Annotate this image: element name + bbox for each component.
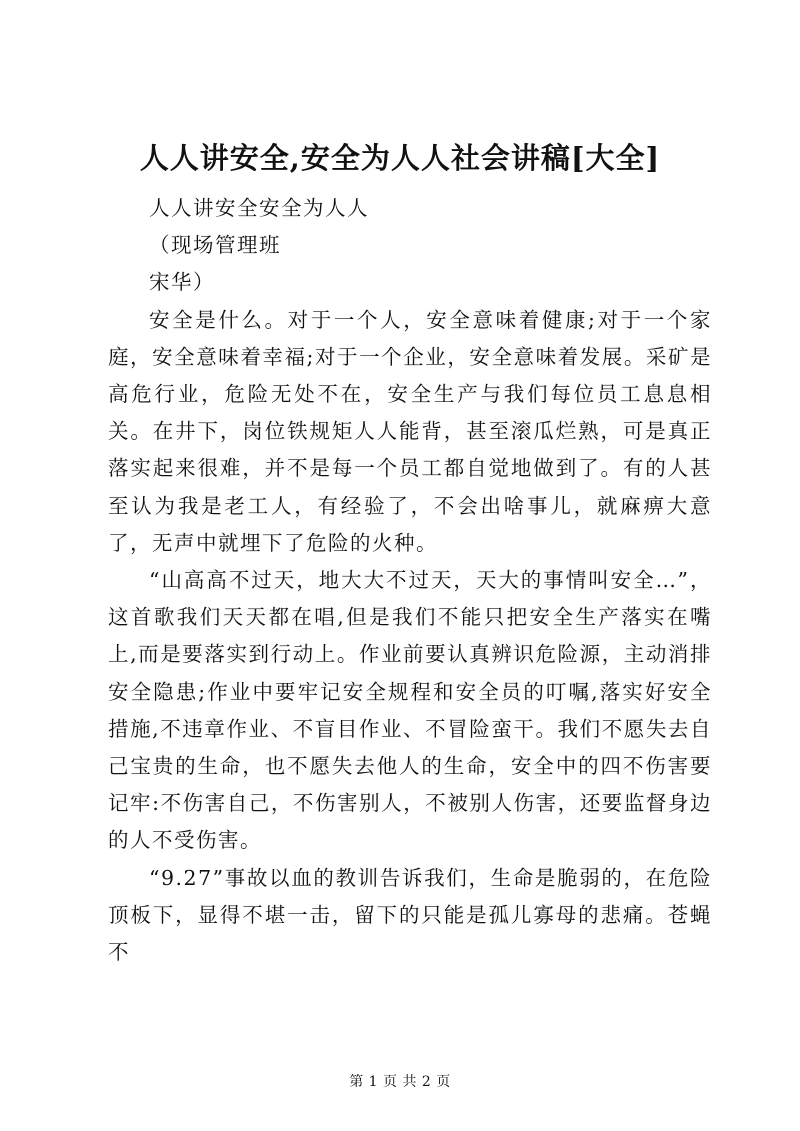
document-title: 人人讲安全,安全为人人社会讲稿[大全]	[139, 141, 661, 175]
paragraph-1: 安全是什么。对于一个人，安全意味着健康;对于一个家庭，安全意味着幸福;对于一个企业，安全意味着发展。采矿是高危行业，危险无处不在，安全生产与我们每位员工息息相关。在井下，岗位铁规矩人人能背，甚至滚瓜烂熟，可是真正落实起来很难，并不是每一个员工都自觉地做到了。有的人甚至认为我是老工人，有经验了，不会出啥事儿，就麻痹大意了，无声中就埋下了危险的火种。	[108, 307, 712, 555]
paragraph-3: “9.27”事故以血的教训告诉我们，生命是脆弱的，在危险顶板下，显得不堪一击，留下的只能是孤儿寡母的悲痛。苍蝇不	[108, 865, 712, 965]
author-line: 宋华）	[149, 270, 215, 295]
department-line: （现场管理班	[149, 233, 281, 258]
document-body	[108, 190, 712, 971]
page-footer	[0, 1072, 800, 1092]
subtitle-line: 人人讲安全安全为人人	[149, 196, 369, 220]
paragraph-2: “山高高不过天，地大大不过天，天大的事情叫安全…”，这首歌我们天天都在唱,但是我们不能只把安全生产落实在嘴上,而是要落实到行动上。作业前要认真辨识危险源，主动消排安全隐患;作业中要牢记安全规程和安全员的叮嘱,落实好安全措施,不违章作业、不盲目作业、不冒险蛮干。我们不愿失去自己宝贵的生命，也不愿失去他人的生命，安全中的四不伤害要记牢:不伤害自己，不伤害别人，不被别人伤害，还要监督身边的人不受伤害。	[108, 568, 712, 853]
page-number: 第 1 页 共 2 页	[349, 1074, 451, 1090]
